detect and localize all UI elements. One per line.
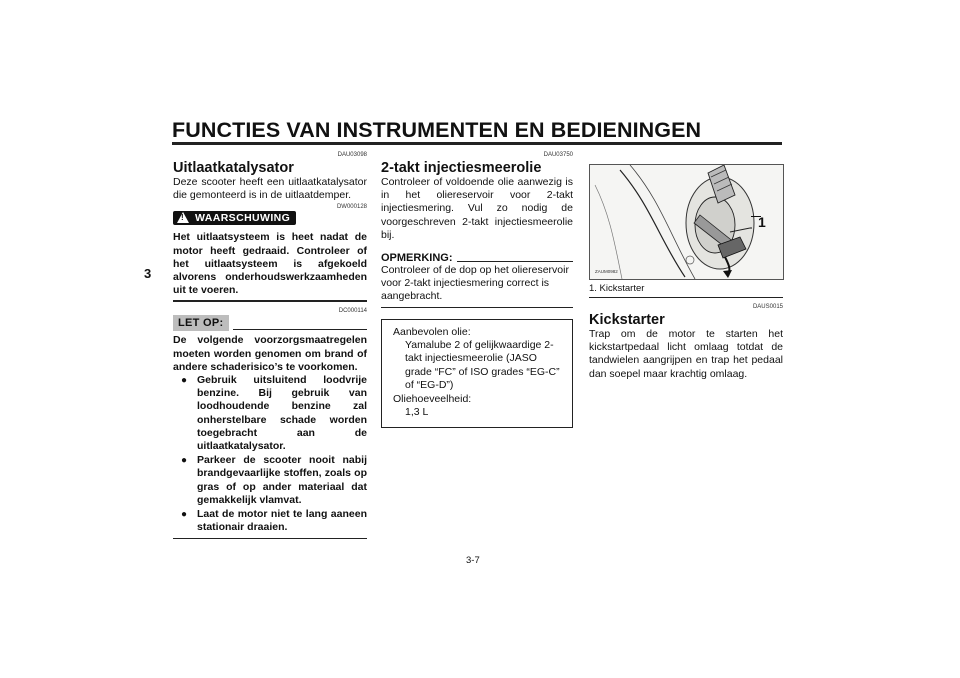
warning-badge [173,211,296,225]
callout-number: 1 [758,214,766,230]
caution-text: De volgende voorzorgsmaatregelen moeten worden genomen om brand of andere schaderisico’s te voorkomen. [173,334,367,373]
section-title-kickstarter: Kickstarter [589,312,665,328]
column-2 [381,152,573,428]
section-text: Controleer of voldoende olie aanwezig is in het oliereservoir voor 2-takt injectiesmering. Vul zo nodig de voorgeschreven 2-takt injectiesmeerolie bij. [381,176,573,241]
kickstarter-illustration [589,164,784,280]
recommended-oil-label: Aanbevolen olie: [393,325,471,338]
image-caption: 1. Kickstarter [589,283,645,294]
list-item: ● Parkeer de scooter nooit nabij brandgevaarlijke stoffen, zoals op gras of op ander materiaal dat gemakkelijk vlamvat. [173,454,367,507]
section-title-injectiesmeerolie: 2-takt injectiesmeerolie [381,160,542,176]
section-intro: Deze scooter heeft een uitlaatkatalysator die gemonteerd is in de uitlaatdemper. [173,176,367,202]
oil-spec-box [381,319,573,429]
warning-text: Het uitlaatsysteem is heet nadat de motor heeft gedraaid. Controleer of het uitlaatsysteem is afgekoeld alvorens onderhoudswerkzaamheden uit te voeren. [173,231,367,297]
note-header [381,252,573,264]
caution-header-rule [233,329,368,330]
list-item: ● Laat de motor niet te lang aaneen stationair draaien. [173,508,367,534]
caution-list [173,374,367,534]
image-code: ZAUM0982 [595,269,618,274]
section-code: DAUS0015 [752,304,783,310]
note-end-rule [381,307,573,308]
caption-rule [589,297,783,298]
page-header-title: FUNCTIES VAN INSTRUMENTEN EN BEDIENINGEN [172,118,702,142]
section-text: Trap om de motor te starten het kickstartpedaal licht omlaag totdat de tandwielen aangrijpen en trap het pedaal dan soepel maar krachtig omlaag. [589,328,783,380]
warning-label: WAARSCHUWING [195,211,291,224]
warning-header [173,210,367,228]
note-text: Controleer of de dop op het oliereservoir voor 2-takt injectiesmering correct is aangebracht. [381,264,569,303]
page-number: 3-7 [466,555,480,566]
warning-triangle-icon: ! [177,212,189,223]
note-label: OPMERKING: [381,252,453,265]
warning-end-rule [173,300,367,302]
note-header-rule [457,261,574,262]
column-3 [589,283,783,381]
scooter-kickstarter-drawing [590,165,783,279]
oil-quantity-value: 1,3 L [405,406,429,419]
caution-code: DC000114 [338,308,367,315]
oil-quantity-label: Oliehoeveelheid: [393,392,472,405]
warning-code: DW000128 [336,204,367,211]
section-code: DAU03098 [337,152,367,158]
section-code: DAU03750 [543,152,573,158]
recommended-oil-value: Yamalube 2 of gelijkwaardige 2-takt injectiesmeerolie (JASO grade “FC” of ISO grades “EG-C” of “EG-D”) [405,339,560,392]
section-title-uitlaatkatalysator: Uitlaatkatalysator [173,160,294,176]
chapter-tab: 3 [144,266,152,281]
header-rule [172,142,782,145]
caution-badge: LET OP: [173,315,229,331]
list-item: ● Gebruik uitsluitend loodvrije benzine. Bij gebruik van loodhoudende benzine zal onherstelbare schade worden toegebracht aan de uitlaatkatalysator. [173,374,367,453]
caution-end-rule [173,538,367,539]
column-1 [173,152,367,539]
caution-header [173,315,367,331]
